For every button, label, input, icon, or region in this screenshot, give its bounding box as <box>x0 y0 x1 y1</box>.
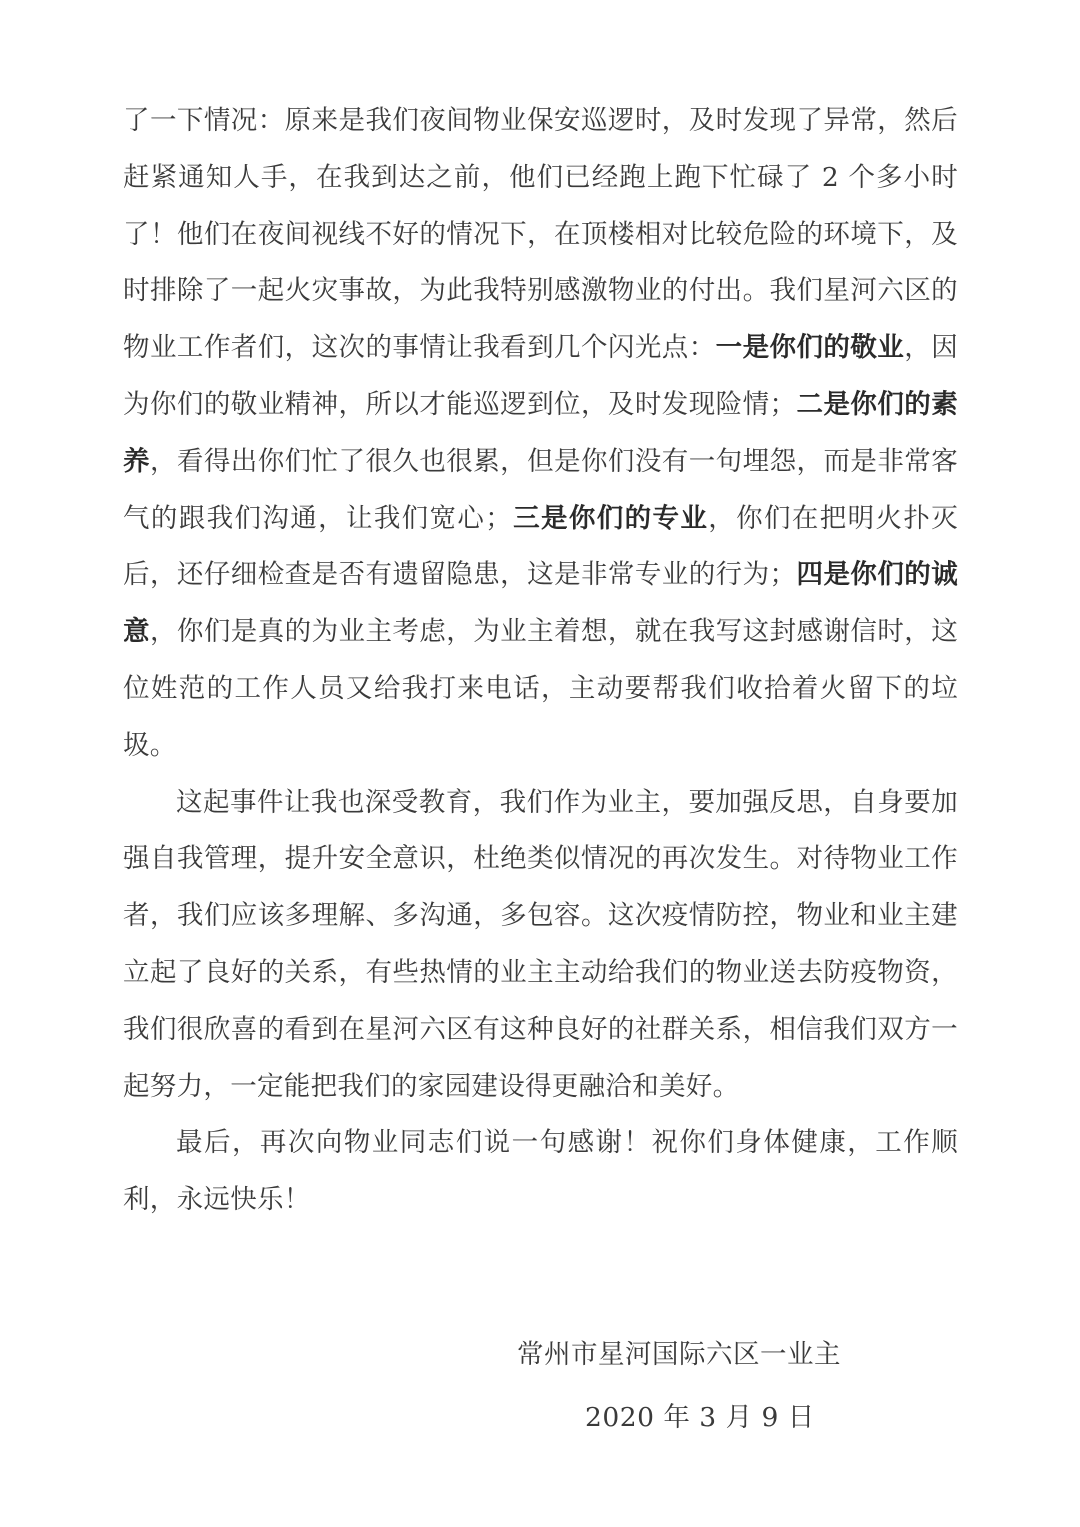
highlight-dedication: 一是你们的敬业 <box>715 332 905 364</box>
paragraph-1-text-2: ，因为你们的敬业精神，所以才能巡逻到位，及时发现险情； <box>123 332 958 420</box>
paragraph-2: 这起事件让我也深受教育，我们作为业主，要加强反思，自身要加强自我管理，提升安全意识，杜绝类似情况的再次发生。对待物业工作者，我们应该多理解、多沟通，多包容。这次疫情防控，物业和业主建立起了良好的关系，有些热情的业主主动给我们的物业送去防疫物资，我们很欣喜的看到在星河六区有这种良好的社群关系，相信我们双方一起努力，一定能把我们的家园建设得更融洽和美好。 <box>123 786 958 1102</box>
paragraph-1-text-1: 了一下情况：原来是我们夜间物业保安巡逻时，及时发现了异常，然后赶紧通知人手，在我到达之前，他们已经跑上跑下忙碌了 2 个多小时了！他们在夜间视线不好的情况下，在顶楼相对比较危险的环境下，及时排除了一起火灾事故，为此我特别感激物业的付出。我们星河六区的物业工作者们，这次的事情让我看到几个闪光点： <box>123 105 958 364</box>
paragraph-1 <box>123 93 958 775</box>
letter-body <box>123 93 958 1229</box>
paragraph-3: 最后，再次向物业同志们说一句感谢！祝你们身体健康，工作顺利，永远快乐！ <box>123 1127 958 1216</box>
signature-name: 常州市星河国际六区一业主 <box>517 1339 841 1370</box>
paragraph-1-text-4: ，你们在把明火扑灭后，还仔细检查是否有遗留隐患，这是非常专业的行为； <box>123 502 958 591</box>
highlight-quality: 二是你们的素养 <box>123 388 958 477</box>
signature-date: 2020 年 3 月 9 日 <box>585 1402 815 1433</box>
highlight-professional: 三是你们的专业 <box>512 502 709 534</box>
highlight-sincerity: 四是你们的诚意 <box>123 559 958 648</box>
paragraph-1-text-3: ，看得出你们忙了很久也很累，但是你们没有一句埋怨，而是非常客气的跟我们沟通，让我们宽心； <box>123 445 959 534</box>
paragraph-1-text-5: ，你们是真的为业主考虑，为业主着想，就在我写这封感谢信时，这位姓范的工作人员又给我打来电话，主动要帮我们收拾着火留下的垃圾。 <box>123 616 959 761</box>
